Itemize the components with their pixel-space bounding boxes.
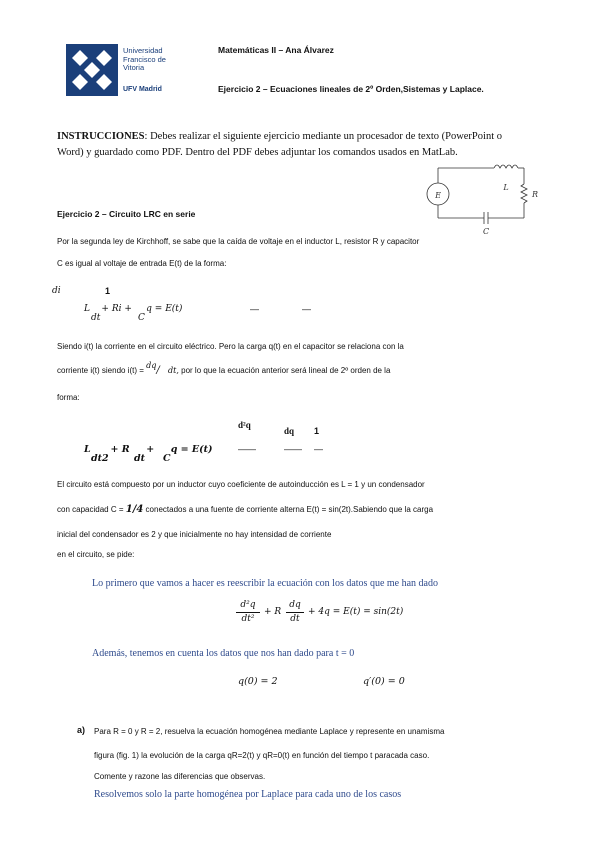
logo-subtitle: UFV Madrid <box>123 86 162 93</box>
paragraph-1-line-1: Por la segunda ley de Kirchhoff, se sabe que la caída de voltaje en el inductor L, resistor R y capacitor <box>57 237 420 246</box>
eq2-c: C <box>163 453 171 464</box>
paragraph-2-line-1: Siendo i(t) la corriente en el circuito eléctrico. Pero la carga q(t) en el capacitor se relaciona con la <box>57 342 404 351</box>
answer-eq-fraction-bar-2 <box>286 612 304 613</box>
eq2-d2q: d²q <box>238 420 251 430</box>
paragraph-2-line-2: corriente i(t) siendo i(t) = dq/ dt, por lo que la ecuación anterior será lineal de 2º orden de la <box>57 361 391 376</box>
answer-eq-mid: + R <box>264 607 282 617</box>
university-logo <box>66 44 118 96</box>
logo-mark-icon <box>66 44 118 96</box>
paragraph-2-line-3: forma: <box>57 393 80 402</box>
part-a-answer: Resolvemos solo la parte homogénea por Laplace para cada uno de los casos <box>94 789 402 800</box>
paragraph-3-line-4: en el circuito, se pide: <box>57 550 135 559</box>
part-a-line-1: Para R = 0 y R = 2, resuelva la ecuación homogénea mediante Laplace y represente en unamisma <box>94 727 445 736</box>
eq1-di: di <box>52 286 61 296</box>
instructions <box>57 129 552 161</box>
eq2-dq: dq <box>284 426 295 436</box>
answer-eq-fraction-bar-1 <box>236 612 260 613</box>
circuit-label-r: R <box>532 190 539 199</box>
answer-equation <box>228 600 408 636</box>
paragraph-3-line-2: con capacidad C = 1/4 conectados a una fuente de corriente alterna E(t) = sin(2t).Sabiendo que la carga <box>57 504 434 515</box>
circuit-label-c: C <box>482 227 490 236</box>
circuit-label-e: E <box>435 191 441 200</box>
instructions-label: INSTRUCCIONES <box>57 131 145 142</box>
answer-eq-den-1: dt² <box>241 614 255 624</box>
exercise-title: Ejercicio 2 – Ecuaciones lineales de 2º Orden,Sistemas y Laplace. <box>218 84 484 94</box>
lrc-circuit-diagram <box>418 160 548 236</box>
course-title: Matemáticas II – Ana Álvarez <box>218 45 334 55</box>
instructions-line1: : Debes realizar el siguiente ejercicio mediante un procesador de texto (PowerPoint o <box>144 131 502 142</box>
circuit-label-l: L <box>503 183 509 192</box>
instructions-line2: Word) y guardado como PDF. Dentro del PDF debes adjuntar los comandos usados en MatLab. <box>57 147 458 158</box>
eq2-dash-1: —— <box>238 444 256 454</box>
eq1-dash-1: — <box>250 304 259 314</box>
eq2-dt2: dt2 <box>91 453 109 464</box>
answer-line-2: Además, tenemos en cuenta los datos que nos han dado para t = 0 <box>92 648 355 659</box>
eq1-dash-2: — <box>302 304 311 314</box>
eq2-dash-3: — <box>314 444 323 454</box>
part-a-label: a) <box>77 725 86 735</box>
eq1-main: L + Ri + q = E(t) <box>84 304 183 314</box>
answer-eq-den-2: dt <box>290 614 300 624</box>
paragraph-3-line-3: inicial del condensador es 2 y que inicialmente no hay intensidad de corriente <box>57 530 332 539</box>
eq2-dt: dt <box>134 453 146 464</box>
eq1-c: C <box>138 313 145 323</box>
eq2-one: 1 <box>314 426 320 436</box>
logo-name: Universidad Francisco de Vitoria <box>123 46 166 72</box>
answer-line-1: Lo primero que vamos a hacer es reescribir la ecuación con los datos que me han dado <box>92 578 438 589</box>
paragraph-1-line-2: C es igual al voltaje de entrada E(t) de la forma: <box>57 259 227 268</box>
paragraph-3-line-1: El circuito está compuesto por un inductor cuyo coeficiente de autoinducción es L = 1 y un condensador <box>57 480 425 489</box>
part-a-line-2: figura (fig. 1) la evolución de la carga qR=2(t) y qR=0(t) en función del tiempo t paracada caso. <box>94 751 430 760</box>
part-a-line-3: Comente y razone las diferencias que observas. <box>94 772 266 781</box>
initial-condition-dq0: q′(0) = 0 <box>363 676 405 687</box>
section-title: Ejercicio 2 – Circuito LRC en serie <box>57 209 196 219</box>
eq1-one: 1 <box>105 286 111 296</box>
answer-eq-num-1: d²q <box>240 600 256 610</box>
eq2-main: L + R + q = E(t) <box>84 444 213 455</box>
answer-eq-num-2: dq <box>289 600 301 610</box>
answer-eq-tail: + 4q = E(t) = sin(2t) <box>308 607 404 617</box>
eq2-dash-2: —— <box>284 444 302 454</box>
eq1-dt: dt <box>91 313 101 323</box>
initial-condition-q0: q(0) = 2 <box>238 676 278 687</box>
